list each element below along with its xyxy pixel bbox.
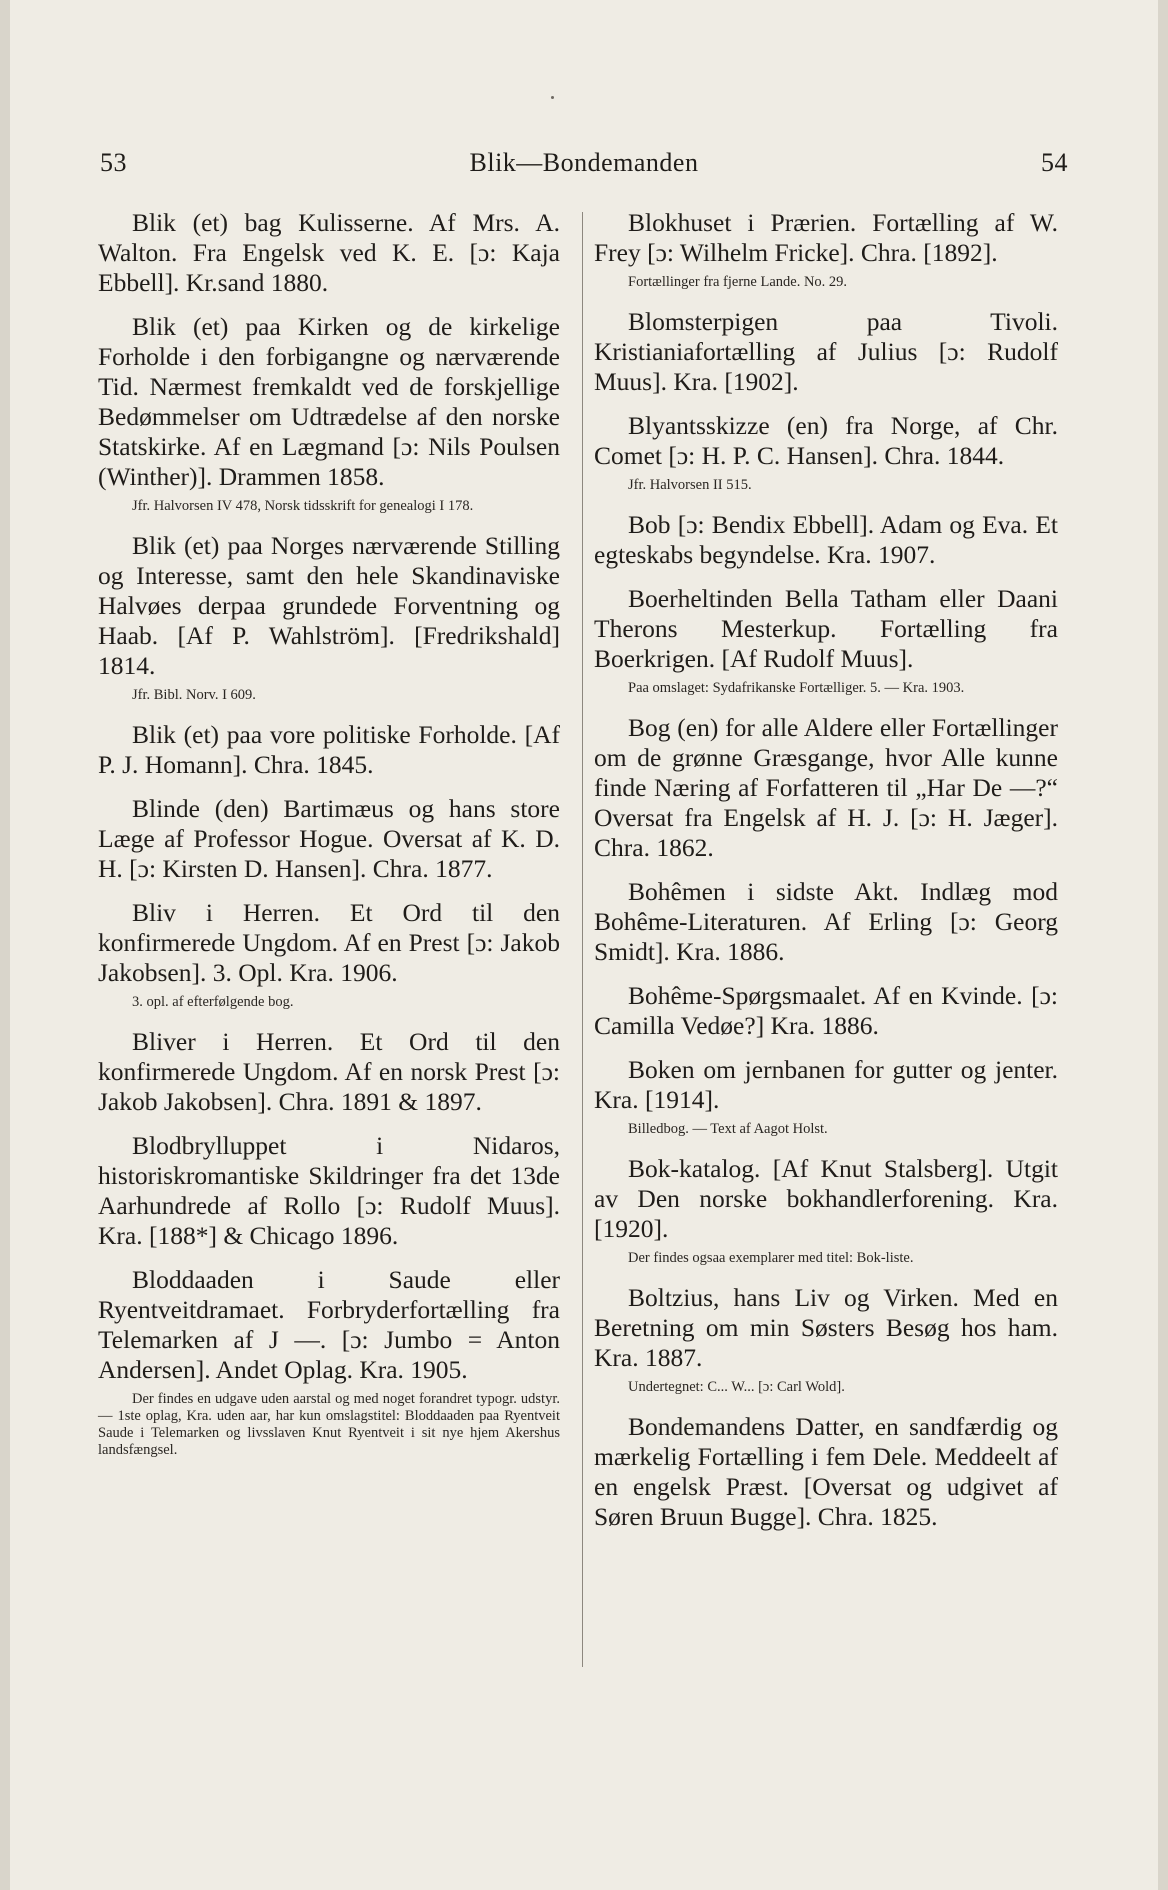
- left-column: [98, 208, 560, 1475]
- bibliography-entry: Bob [ɔ: Bendix Ebbell]. Adam og Eva. Et egteskabs begyndelse. Kra. 1907.: [594, 510, 1058, 569]
- entry-note: Fortællinger fra fjerne Lande. No. 29.: [628, 274, 848, 290]
- entry-note: Jfr. Halvorsen IV 478, Norsk tidsskrift for genealogi I 178.: [132, 498, 474, 514]
- bibliography-entry: Blik (et) paa Norges nærværende Stilling og Interesse, samt den hele Skandinaviske Halvøes derpaa grundede Forventning og Haab. [Af P. Wahlström]. [Fredrikshald] 1814.: [98, 531, 560, 680]
- page-number-right: 54: [1041, 148, 1068, 177]
- bibliography-entry: Boerheltinden Bella Tatham eller Daani Therons Mesterkup. Fortælling fra Boerkrigen. [Af Rudolf Muus].: [594, 584, 1058, 673]
- entry-note: Billedbog. — Text af Aagot Holst.: [628, 1121, 828, 1137]
- column-divider: [582, 212, 583, 1667]
- bibliography-entry: Bliv i Herren. Et Ord til den konfirmerede Ungdom. Af en Prest [ɔ: Jakob Jakobsen]. 3. Opl. Kra. 1906.: [98, 898, 560, 987]
- bibliography-entry: Bloddaaden i Saude eller Ryentveitdramaet. Forbryderfortælling fra Telemarken af J —. [ɔ: Jumbo = Anton Andersen]. Andet Oplag. Kra. 1905.: [98, 1265, 560, 1384]
- running-title: Blik—Bondemanden: [469, 148, 699, 177]
- right-column: [594, 208, 1058, 1546]
- bibliography-entry: Blodbrylluppet i Nidaros, historiskromantiske Skildringer fra det 13de Aarhundrede af Rollo [ɔ: Rudolf Muus]. Kra. [188*] & Chicago 1896.: [98, 1131, 560, 1250]
- ink-speck: [551, 96, 554, 99]
- page-number-left: 53: [100, 148, 127, 177]
- entry-note: 3. opl. af efterfølgende bog.: [132, 994, 294, 1010]
- bibliography-entry: Blinde (den) Bartimæus og hans store Læge af Professor Hogue. Oversat af K. D. H. [ɔ: Kirsten D. Hansen]. Chra. 1877.: [98, 794, 560, 883]
- entry-note: Paa omslaget: Sydafrikanske Fortælliger. 5. — Kra. 1903.: [628, 680, 965, 696]
- bibliography-entry: Blik (et) bag Kulisserne. Af Mrs. A. Walton. Fra Engelsk ved K. E. [ɔ: Kaja Ebbell]. Kr.sand 1880.: [98, 208, 560, 297]
- entry-note: Jfr. Bibl. Norv. I 609.: [132, 687, 256, 703]
- bibliography-entry: Blokhuset i Prærien. Fortælling af W. Frey [ɔ: Wilhelm Fricke]. Chra. [1892].: [594, 208, 1058, 267]
- entry-note: Jfr. Halvorsen II 515.: [628, 477, 752, 493]
- entry-note: Der findes ogsaa exemplarer med titel: Bok-liste.: [628, 1250, 914, 1266]
- bibliography-entry: Bliver i Herren. Et Ord til den konfirmerede Ungdom. Af en norsk Prest [ɔ: Jakob Jakobsen]. Chra. 1891 & 1897.: [98, 1027, 560, 1116]
- entry-note: Undertegnet: C... W... [ɔ: Carl Wold].: [628, 1379, 845, 1395]
- bibliography-entry: Bondemandens Datter, en sandfærdig og mærkelig Fortælling i fem Dele. Meddeelt af en engelsk Præst. [Oversat og udgivet af Søren Bruun Bugge]. Chra. 1825.: [594, 1412, 1058, 1531]
- bibliography-entry: Bohêmen i sidste Akt. Indlæg mod Bohême-Literaturen. Af Erling [ɔ: Georg Smidt]. Kra. 1886.: [594, 877, 1058, 966]
- bibliography-entry: Bok-katalog. [Af Knut Stalsberg]. Utgit av Den norske bokhandlerforening. Kra. [1920].: [594, 1154, 1058, 1243]
- bibliography-entry: Bohême-Spørgsmaalet. Af en Kvinde. [ɔ: Camilla Vedøe?] Kra. 1886.: [594, 981, 1058, 1040]
- bibliography-entry: Blik (et) paa Kirken og de kirkelige Forholde i den forbigangne og nærværende Tid. Nærmest fremkaldt ved de forskjellige Bedømmelser om Udtrædelse af den norske Statskirke. Af en Lægmand [ɔ: Nils Poulsen (Winther)]. Drammen 1858.: [98, 312, 560, 491]
- bibliography-entry: Boltzius, hans Liv og Virken. Med en Beretning om min Søsters Besøg hos ham. Kra. 1887.: [594, 1283, 1058, 1372]
- page-header: [100, 148, 1068, 188]
- bibliography-entry: Bog (en) for alle Aldere eller Fortællinger om de grønne Græsgange, hvor Alle kunne finde Næring af Forfatteren til „Har De —?“ Oversat fra Engelsk af H. J. [ɔ: H. Jæger]. Chra. 1862.: [594, 713, 1058, 862]
- bibliography-entry: Blomsterpigen paa Tivoli. Kristianiafortælling af Julius [ɔ: Rudolf Muus]. Kra. [1902].: [594, 307, 1058, 396]
- bibliography-entry: Blyantsskizze (en) fra Norge, af Chr. Comet [ɔ: H. P. C. Hansen]. Chra. 1844.: [594, 411, 1058, 470]
- bibliography-entry: Boken om jernbanen for gutter og jenter. Kra. [1914].: [594, 1055, 1058, 1114]
- entry-note: Der findes en udgave uden aarstal og med noget forandret typogr. udstyr. — 1ste oplag, Kra. uden aar, har kun omslagstitel: Bloddaaden paa Ryentveit Saude i Telemarken og livsslaven Knut Ryentveit i sit nye hjem Akershus landsfængsel.: [98, 1391, 560, 1458]
- bibliography-entry: Blik (et) paa vore politiske Forholde. [Af P. J. Homann]. Chra. 1845.: [98, 720, 560, 779]
